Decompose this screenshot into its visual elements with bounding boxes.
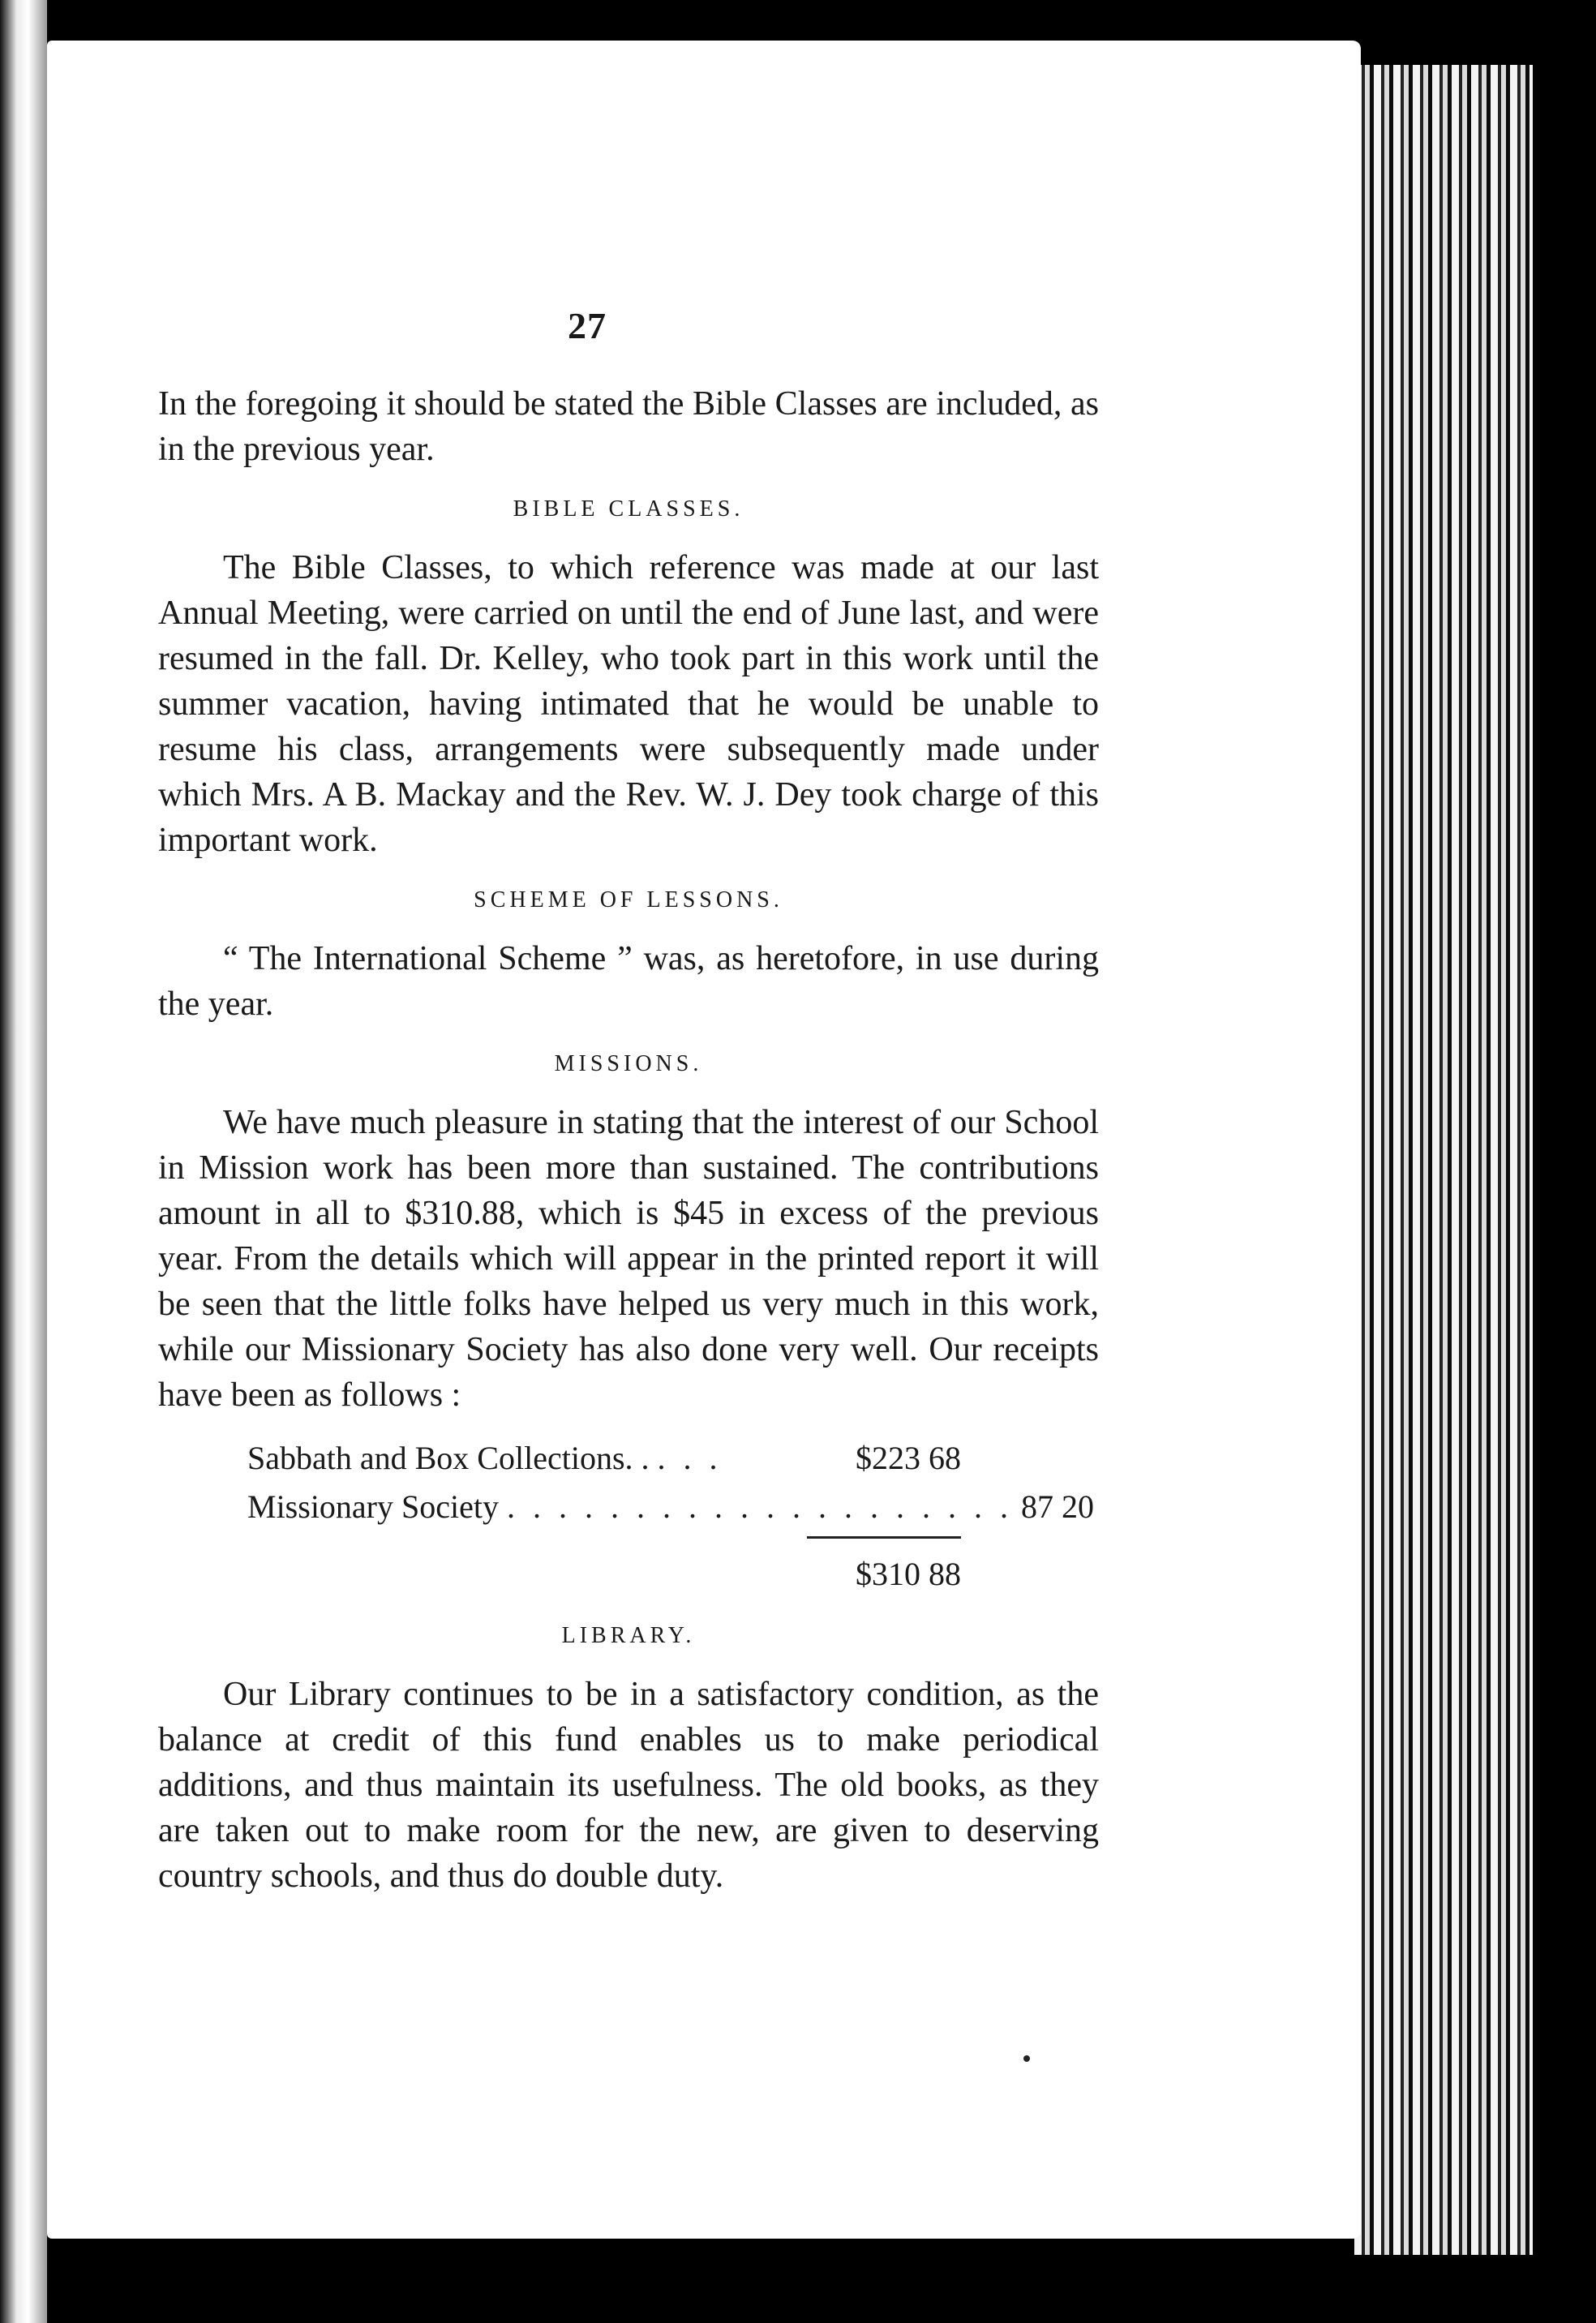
sum-rule bbox=[807, 1536, 961, 1539]
intro-paragraph: In the foregoing it should be stated the Bible Classes are included, as in the previous year. bbox=[158, 385, 1099, 468]
receipt-label: Missionary Society bbox=[247, 1488, 499, 1525]
book-page-edges bbox=[1354, 65, 1565, 2255]
receipt-amount: 87 20 bbox=[1020, 1488, 1094, 1525]
dot-leader: . . . . . . . . . . . . . . . . . . . . bbox=[506, 1488, 1013, 1525]
page-text bbox=[158, 300, 1099, 1899]
page-number: 27 bbox=[568, 305, 607, 346]
heading-missions: MISSIONS. bbox=[554, 1051, 703, 1076]
heading-bible-classes: BIBLE CLASSES. bbox=[513, 496, 744, 522]
bible-classes-paragraph: The Bible Classes, to which reference was made at our last Annual Meeting, were carried on until the end of June last, and were resumed in the fall. Dr. Kelley, who took part in this work until the summer vacation, having intimated that he would be unable to resume his class, arrangements were subsequently made under which Mrs. A B. Mackay and the Rev. W. J. Dey took charge of this important work. bbox=[158, 549, 1099, 859]
receipt-amount: $223 68 bbox=[856, 1440, 961, 1476]
dot-leader: . . . bbox=[657, 1440, 723, 1476]
heading-scheme-of-lessons: SCHEME OF LESSONS. bbox=[474, 887, 783, 912]
heading-library: LIBRARY. bbox=[561, 1623, 696, 1648]
receipt-row bbox=[247, 1483, 1094, 1531]
scheme-of-lessons-paragraph: “ The International Scheme ” was, as heretofore, in use during the year. bbox=[158, 940, 1099, 1023]
receipts-total: $310 88 bbox=[856, 1556, 961, 1592]
facing-page-edge bbox=[0, 0, 47, 2323]
receipt-label: Sabbath and Box Collections. . bbox=[247, 1440, 650, 1476]
ink-speck bbox=[1023, 2055, 1030, 2062]
receipts-table bbox=[247, 1434, 1094, 1599]
missions-paragraph: We have much pleasure in stating that the interest of our School in Mission work has been more than sustained. The contributions amount in all to $310.88, which is $45 in excess of the previous year. From the details which will appear in the printed report it will be seen that the little folks have helped us very much in this work, while our Missionary Society has also done very well. Our receipts have been as follows : bbox=[158, 1104, 1099, 1414]
receipt-row bbox=[247, 1434, 961, 1483]
library-paragraph: Our Library continues to be in a satisfactory condition, as the balance at credit of this fund enables us to make periodical additions, and thus maintain its usefulness. The old books, as they are taken out to make room for the new, are given to deserving country schools, and thus do double duty. bbox=[158, 1676, 1099, 1895]
